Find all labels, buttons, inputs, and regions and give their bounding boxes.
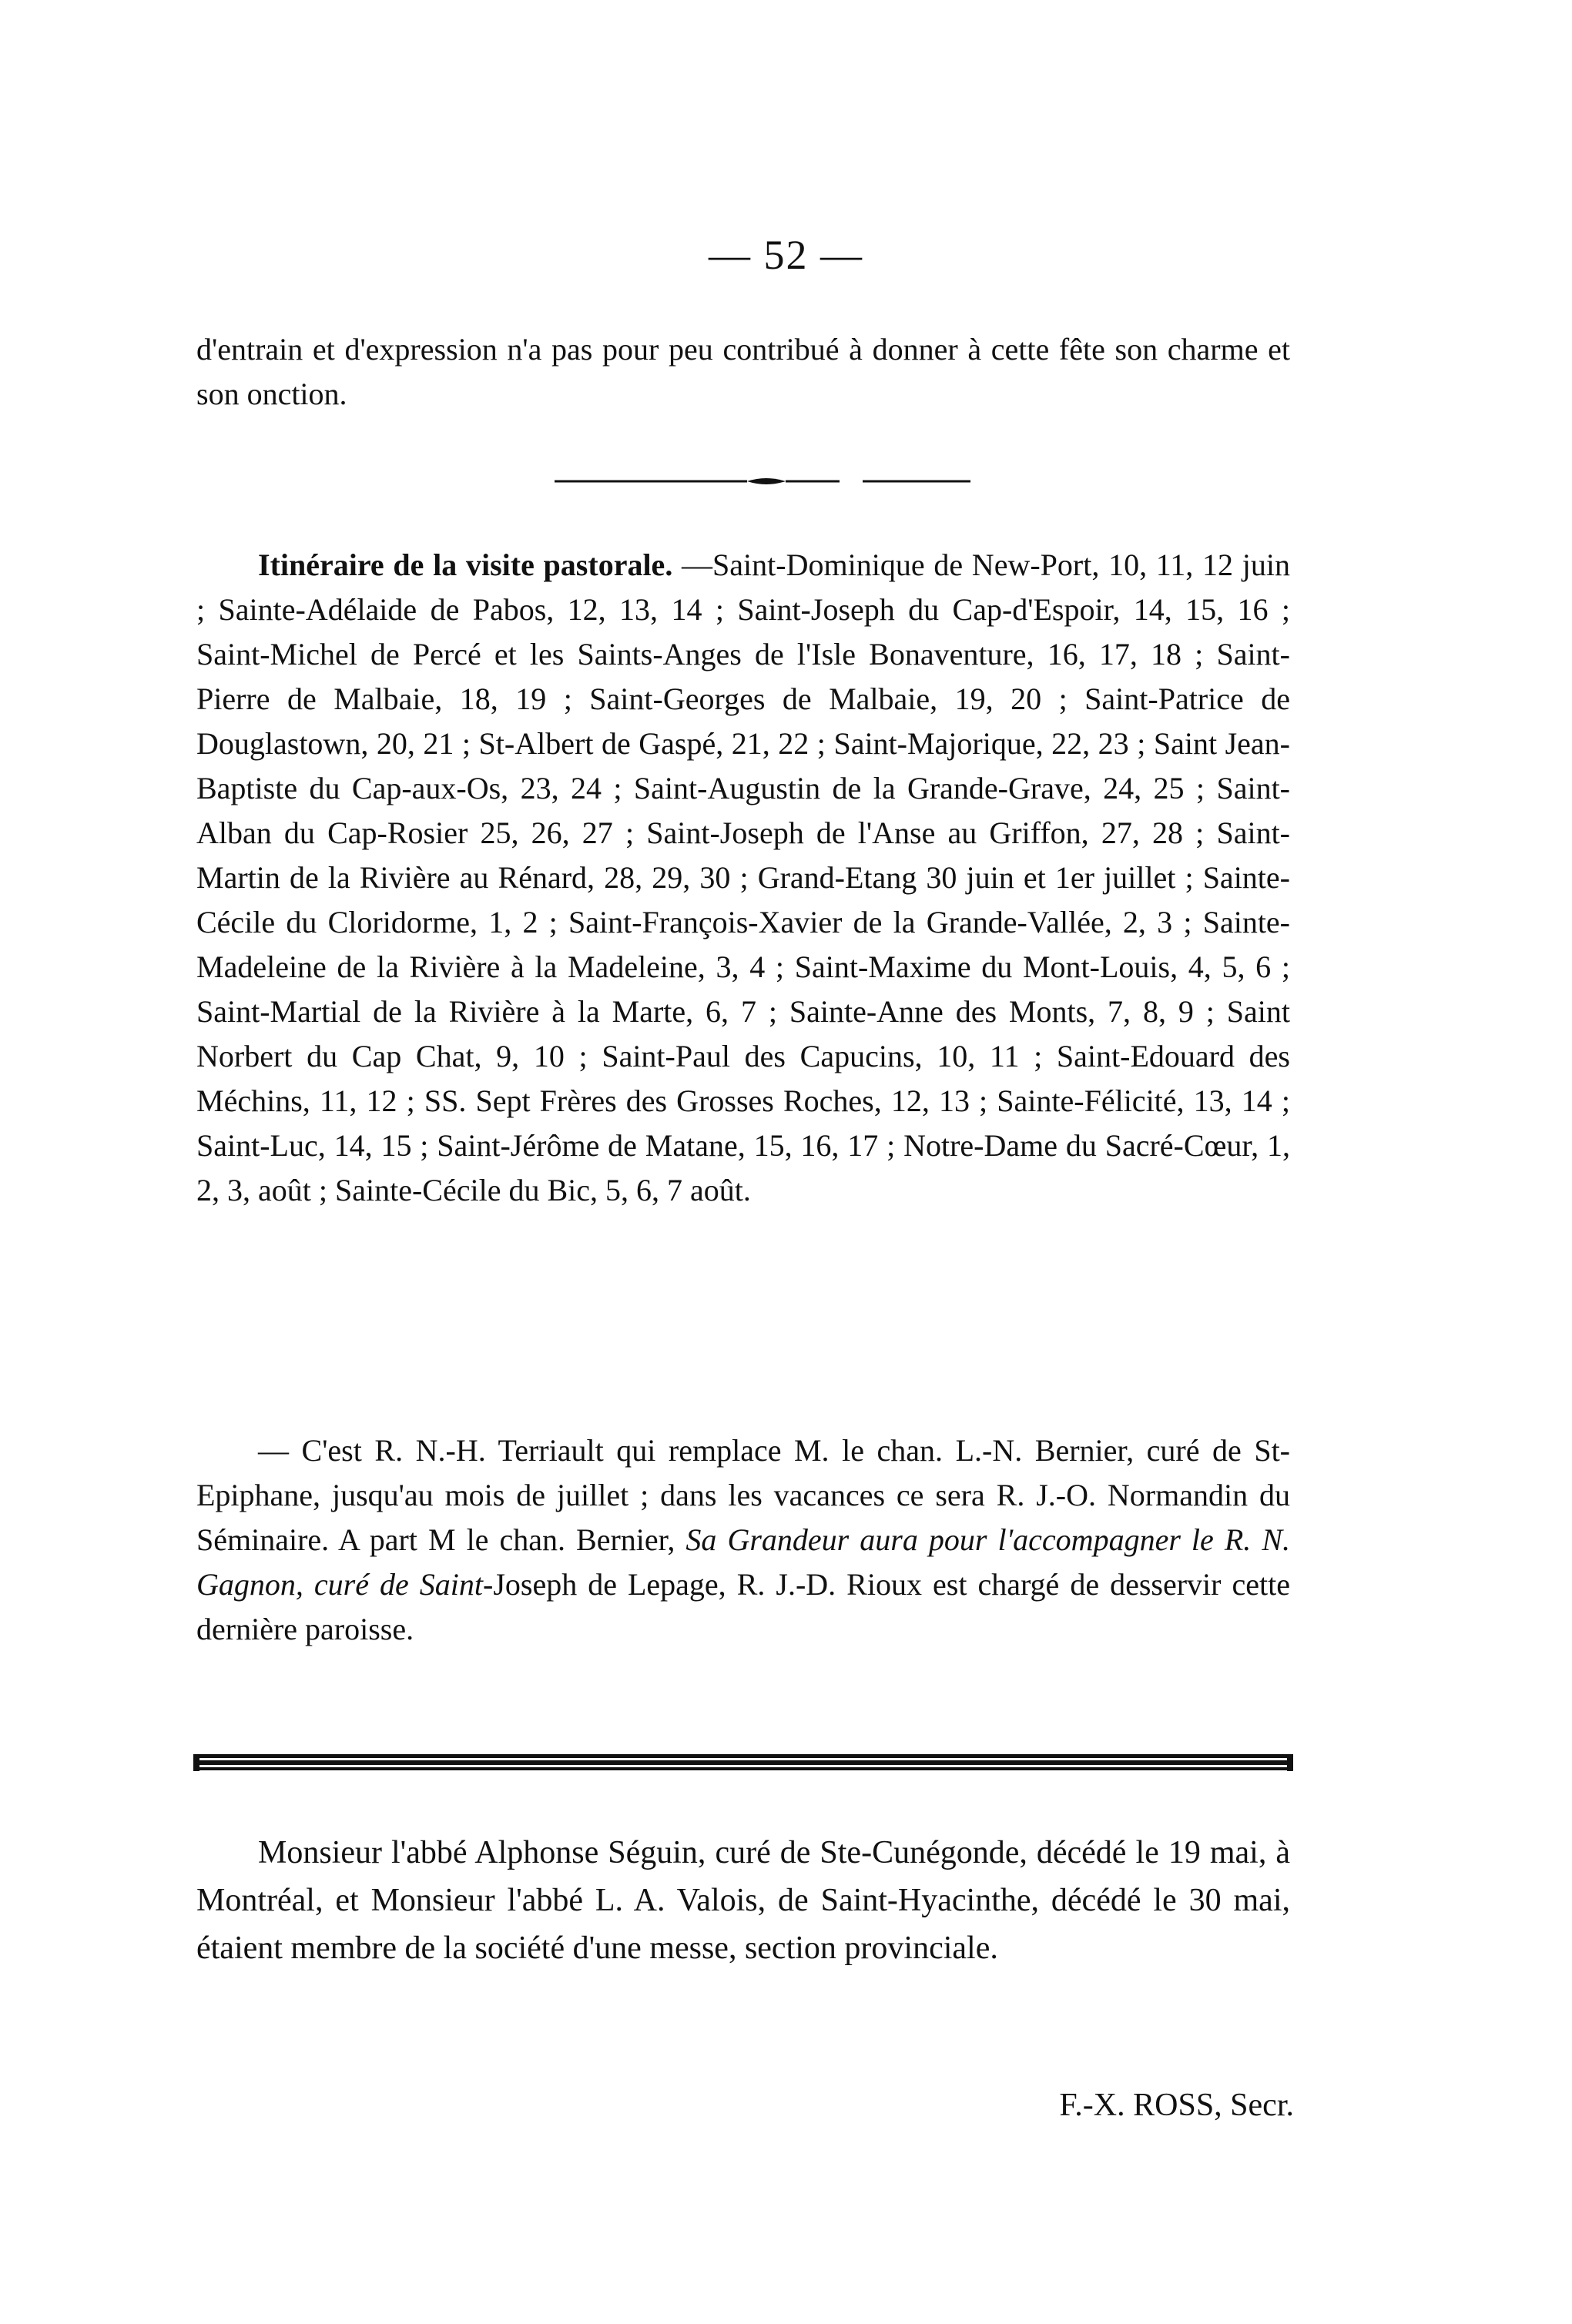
page-number: — 52 — [709, 232, 863, 278]
rule-line-top [196, 1754, 1290, 1758]
rule-line-bottom [196, 1767, 1290, 1770]
signature: F.-X. ROSS, Secr. [1059, 2088, 1294, 2123]
ornament-divider [555, 474, 970, 489]
remplacement-text: — C'est R. N.-H. Terriault qui remplace M. le chan. L.-N. Bernier, curé de St-Epiphane, jusqu'au mois de juillet ; dans les vacances ce sera R. J.-O. Normandin du Séminaire. A part M le chan. Bernier, [196, 1433, 1290, 1557]
itineraire-body: —Saint-Dominique de New-Port, 10, 11, 12 juin ; Sainte-Adélaide de Pabos, 12, 13, 14 ; Saint-Joseph du Cap-d'Espoir, 14, 15, 16 ; Saint-Michel de Percé et les Saints-Anges de l'Isle Bonaventure, 16, 17, 18 ; Saint-Pierre de Malbaie, 18, 19 ; Saint-Georges de Malbaie, 19, 20 ; Saint-Patrice de Douglastown, 20, 21 ; St-Albert de Gaspé, 21, 22 ; Saint-Majorique, 22, 23 ; Saint Jean-Baptiste du Cap-aux-Os, 23, 24 ; Saint-Augustin de la Grande-Grave, 24, 25 ; Saint-Alban du Cap-Rosier 25, 26, 27 ; Saint-Joseph de l'Anse au Griffon, 27, 28 ; Saint-Martin de la Rivière au Rénard, 28, 29, 30 ; Grand-Etang 30 juin et 1er juillet ; Sainte-Cécile du Cloridorme, 1, 2 ; Saint-François-Xavier de la Grande-Vallée, 2, 3 ; Sainte-Madeleine de la Rivière à la Madeleine, 3, 4 ; Saint-Maxime du Mont-Louis, 4, 5, 6 ; Saint-Martial de la Rivière à la Marte, 6, 7 ; Sainte-Anne des Monts, 7, 8, 9 ; Saint Norbert du Cap Chat, 9, 10 ; Saint-Paul des Capucins, 10, 11 ; Saint-Edouard des Méchins, 11, 12 ; SS. Sept Frères des Grosses Roches, 12, 13 ; Sainte-Félicité, 13, 14 ; Saint-Luc, 14, 15 ; Saint-Jérôme de Matane, 15, 16, 17 ; Notre-Dame du Sacré-Cœur, 1, 2, 3, août ; Sainte-Cécile du Bic, 5, 6, 7 août. [196, 548, 1290, 1207]
itineraire-paragraph [196, 543, 1290, 1213]
double-rule-divider [196, 1754, 1290, 1771]
itineraire-heading: Itinéraire de la visite pastorale. [258, 548, 673, 582]
rule-cap-left [193, 1754, 199, 1771]
remplacement-paragraph [196, 1428, 1290, 1652]
remplacement-italic-text: Sa Grandeur aura pour l'accompagner le R. N. Gagnon, curé de Saint- [196, 1522, 1290, 1602]
rule-line-middle [196, 1760, 1290, 1765]
remplacement-text-end: Joseph de Lepage, R. J.-D. Rioux est chargé de desservir cette dernière paroisse. [196, 1567, 1290, 1646]
rule-cap-right [1287, 1754, 1293, 1771]
continued-paragraph: d'entrain et d'expression n'a pas pour peu contribué à donner à cette fête son charme et son onction. [196, 332, 1290, 411]
obituary-paragraph: Monsieur l'abbé Alphonse Séguin, curé de Ste-Cunégonde, décédé le 19 mai, à Montréal, et Monsieur l'abbé L. A. Valois, de Saint-Hyacinthe, décédé le 30 mai, étaient membre de la société d'une messe, section provinciale. [196, 1835, 1290, 1966]
